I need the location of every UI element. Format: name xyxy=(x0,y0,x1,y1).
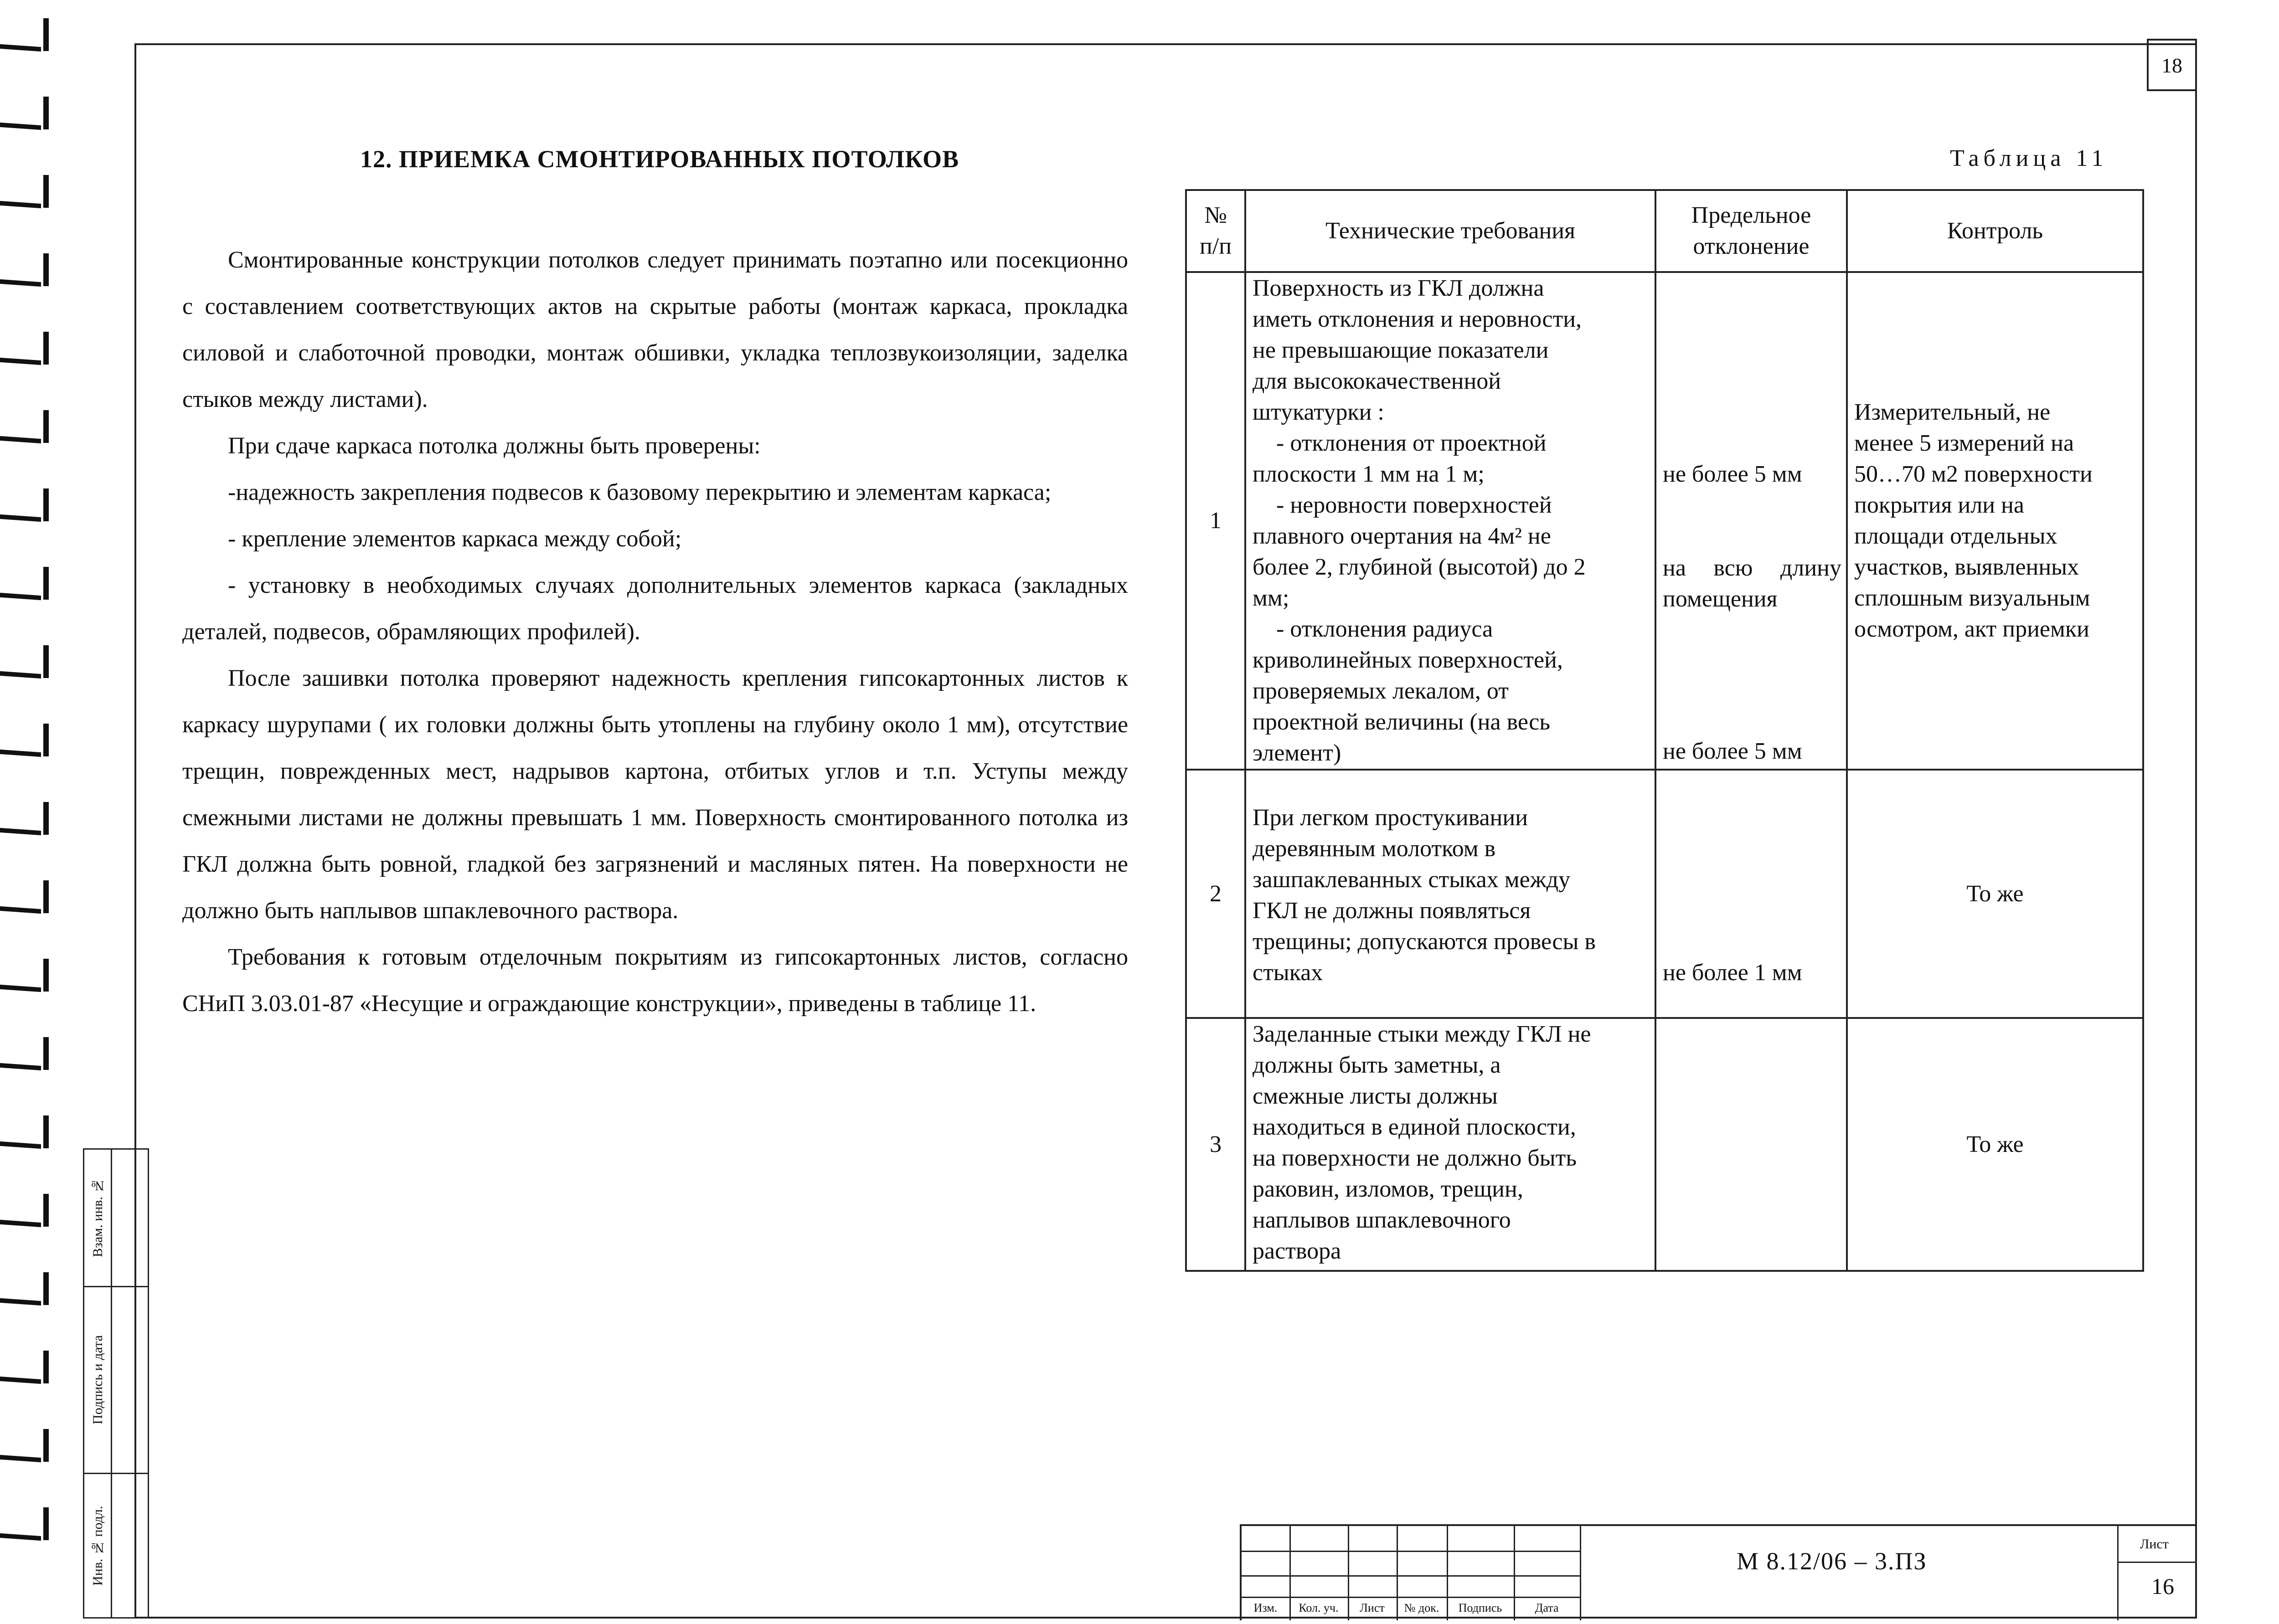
row-control xyxy=(1847,272,2143,770)
binding-mark xyxy=(0,175,55,211)
paragraph: -надежность закрепления подвесов к базовому перекрытию и элементам каркаса; xyxy=(228,479,1052,505)
row-deviation xyxy=(1655,272,1847,770)
req-line: Заделанные стыки между ГКЛ не xyxy=(1253,1021,1591,1047)
title-block-col: Кол. уч. xyxy=(1299,1601,1339,1614)
binding-mark xyxy=(0,1194,55,1230)
req-line: мм; xyxy=(1253,585,1289,611)
paragraph: После зашивки потолка проверяют надежность крепления гипсокартонных листов к каркасу шурупами ( их головки должны быть утоплены на глубину около 1 мм), отсутствие трещин, поврежденных мест, надрывов картона, отбитых углов и т.п. Уступы между смежными листами не должны превышать 1 мм. Поверхность смонтированного потолка из ГКЛ должна быть ровной, гладкой без загрязнений и масляных пятен. На поверхности не должно быть наплывов шпаклевочного раствора. xyxy=(182,665,1128,924)
header-requirements: Технические требования xyxy=(1245,190,1655,272)
table-row xyxy=(1186,770,2143,1018)
paragraph: При сдаче каркаса потолка должны быть проверены: xyxy=(228,433,761,459)
row-deviation xyxy=(1655,770,1847,1018)
sheet-label: Лист xyxy=(2140,1537,2169,1552)
section-heading: 12. ПРИЕМКА СМОНТИРОВАННЫХ ПОТОЛКОВ xyxy=(360,145,959,173)
req-line: - отклонения радиуса xyxy=(1253,616,1493,642)
deviation-value: не более 5 мм xyxy=(1663,738,1802,764)
control-line: площади отдельных xyxy=(1854,523,2057,549)
req-line: смежные листы должны xyxy=(1253,1083,1498,1109)
header-num: № п/п xyxy=(1186,190,1245,272)
paragraph: Смонтированные конструкции потолков следует принимать поэтапно или посекционно с составлением соответствующих актов на скрытые работы (монтаж каркаса, прокладка силовой и слаботочной проводки, монтаж обшивки, укладка теплозвукоизоляции, заделка стыков между листами). xyxy=(182,247,1128,412)
table-row xyxy=(1186,1018,2143,1271)
side-stamp-label: Инв. № подл. xyxy=(90,1506,105,1586)
binding-mark xyxy=(0,959,55,995)
header-deviation: Предельное отклонение xyxy=(1655,190,1847,272)
table-caption: Таблица 11 xyxy=(1950,145,2108,171)
title-block-col: Дата xyxy=(1535,1601,1559,1614)
binding-mark xyxy=(0,1507,55,1544)
control-line: покрытия или на xyxy=(1854,492,2025,518)
binding-mark xyxy=(0,802,55,838)
binding-mark xyxy=(0,18,55,55)
side-stamp-label: Подпись и дата xyxy=(90,1335,105,1425)
document-code: М 8.12/06 – 3.ПЗ xyxy=(1737,1547,1927,1575)
title-block-grid xyxy=(1240,1526,1581,1620)
control-line: осмотром, акт приемки xyxy=(1854,616,2089,642)
side-stamp-label: Взам. инв. № xyxy=(90,1178,105,1258)
row-control: То же xyxy=(1847,1018,2143,1271)
table-row xyxy=(1186,272,2143,770)
title-block-col: № док. xyxy=(1404,1601,1439,1614)
binding-mark xyxy=(0,253,55,290)
req-line: проверяемых лекалом, от xyxy=(1253,678,1509,704)
req-line: иметь отклонения и неровности, xyxy=(1253,306,1582,332)
req-line: Поверхность из ГКЛ должна xyxy=(1253,275,1544,301)
req-line: плоскости 1 мм на 1 м; xyxy=(1253,461,1485,487)
req-line: на поверхности не должно быть xyxy=(1253,1145,1577,1171)
row-num: 1 xyxy=(1186,272,1245,770)
req-line: должны быть заметны, а xyxy=(1253,1052,1501,1078)
title-block xyxy=(1240,1524,2197,1620)
sheet-number: 16 xyxy=(2151,1573,2174,1599)
paragraph: - установку в необходимых случаях дополнительных элементов каркаса (закладных деталей, подвесов, обрамляющих профилей). xyxy=(182,572,1128,645)
row-control: То же xyxy=(1847,770,2143,1018)
control-line: сплошным визуальным xyxy=(1854,585,2090,611)
deviation-value: не более 5 мм xyxy=(1663,461,1802,487)
req-line: - отклонения от проектной xyxy=(1253,430,1547,456)
row-requirements xyxy=(1245,272,1655,770)
req-line: находиться в единой плоскости, xyxy=(1253,1114,1576,1140)
req-line: зашпаклеванных стыках между xyxy=(1253,867,1571,893)
title-block-col: Подпись xyxy=(1458,1601,1502,1614)
row-num: 2 xyxy=(1186,770,1245,1018)
req-line: наплывов шпаклевочного xyxy=(1253,1207,1511,1233)
side-stamp-cell xyxy=(84,1474,148,1617)
control-line: менее 5 измерений на xyxy=(1854,430,2074,456)
req-line: раствора xyxy=(1253,1238,1341,1264)
binding-mark xyxy=(0,1115,55,1152)
req-line: При легком простукивании xyxy=(1253,805,1528,831)
binding-mark xyxy=(0,880,55,917)
req-line: плавного очертания на 4м² не xyxy=(1253,523,1551,549)
control-line: Измерительный, не xyxy=(1854,399,2051,425)
title-block-col: Изм. xyxy=(1253,1601,1278,1614)
title-block-col: Лист xyxy=(1360,1601,1385,1614)
req-line: элемент) xyxy=(1253,740,1341,766)
side-stamp-cell xyxy=(84,1287,148,1474)
binding-mark xyxy=(0,332,55,368)
binding-mark xyxy=(0,1272,55,1309)
req-line: раковин, изломов, трещин, xyxy=(1253,1176,1523,1202)
req-line: трещины; допускаются провесы в xyxy=(1253,929,1596,955)
paragraph: Требования к готовым отделочным покрытиям из гипсокартонных листов, согласно СНиП 3.03.01-87 «Несущие и ограждающие конструкции», приведены в таблице 11. xyxy=(182,944,1128,1017)
binding-mark xyxy=(0,1429,55,1465)
side-stamp-cell xyxy=(84,1150,148,1287)
requirements-table xyxy=(1185,189,2144,1272)
req-line: более 2, глубиной (высотой) до 2 xyxy=(1253,554,1586,580)
body-text xyxy=(182,237,1128,1027)
req-line: не превышающие показатели xyxy=(1253,337,1549,363)
req-line: штукатурки : xyxy=(1253,399,1384,425)
control-line: 50…70 м2 поверхности xyxy=(1854,461,2093,487)
table-header-row xyxy=(1186,190,2143,272)
row-requirements xyxy=(1245,1018,1655,1271)
corner-sheet-number: 18 xyxy=(2147,39,2197,91)
req-line: стыках xyxy=(1253,960,1323,986)
binding-mark xyxy=(0,488,55,525)
control-line: участков, выявленных xyxy=(1854,554,2079,580)
req-line: деревянным молотком в xyxy=(1253,836,1496,862)
row-requirements xyxy=(1245,770,1655,1018)
req-line: ГКЛ не должны появляться xyxy=(1253,898,1531,924)
req-line: для высококачественной xyxy=(1253,368,1501,394)
req-line: криволинейных поверхностей, xyxy=(1253,647,1563,673)
binding-mark xyxy=(0,97,55,133)
row-deviation xyxy=(1655,1018,1847,1271)
deviation-value: не более 1 мм xyxy=(1663,960,1802,986)
paragraph: - крепление элементов каркаса между собой; xyxy=(228,526,682,552)
req-line: проектной величины (на весь xyxy=(1253,709,1550,735)
binding-mark xyxy=(0,567,55,603)
binding-mark xyxy=(0,410,55,447)
binding-mark xyxy=(0,645,55,682)
binding-mark xyxy=(0,724,55,760)
side-stamp xyxy=(83,1148,149,1619)
binding-mark xyxy=(0,1037,55,1074)
row-num: 3 xyxy=(1186,1018,1245,1271)
deviation-note: на всю длину помещения xyxy=(1663,555,1841,612)
header-control: Контроль xyxy=(1847,190,2143,272)
req-line: - неровности поверхностей xyxy=(1253,492,1552,518)
binding-mark xyxy=(0,1351,55,1387)
